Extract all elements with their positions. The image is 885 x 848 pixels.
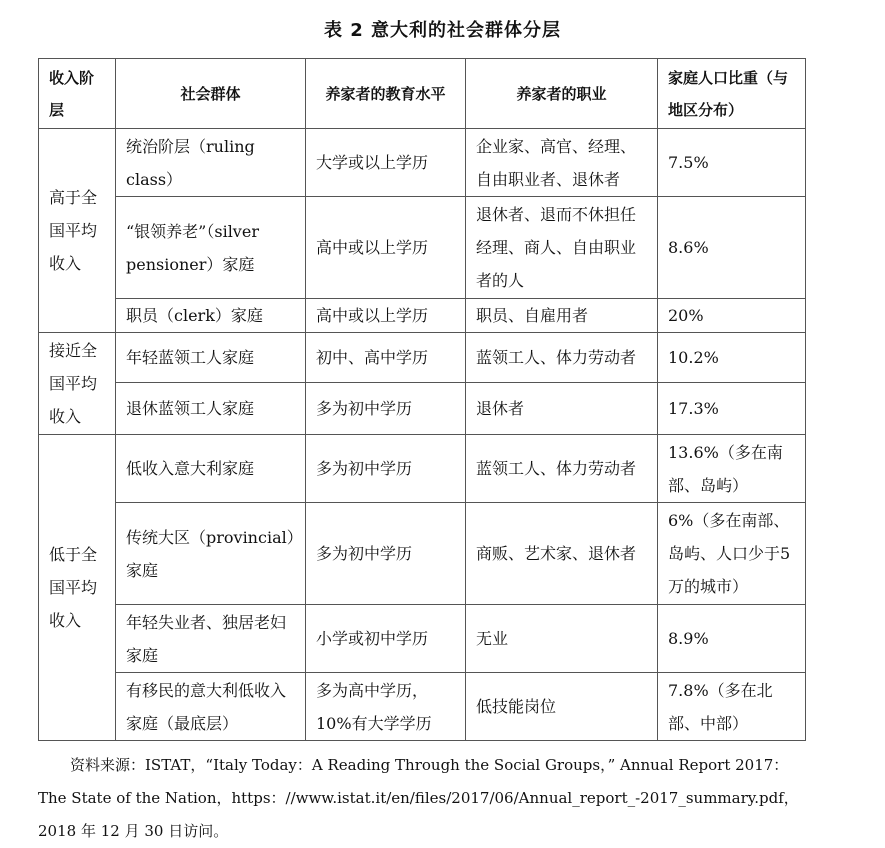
occupation-cell: 无业 xyxy=(466,605,658,673)
education-cell: 高中或以上学历 xyxy=(306,197,466,299)
group-cell: 传统大区（provincial）家庭 xyxy=(116,503,306,605)
occupation-cell: 商贩、艺术家、退休者 xyxy=(466,503,658,605)
source-note xyxy=(38,749,805,848)
table-row xyxy=(39,673,806,741)
group-cell: 职员（clerk）家庭 xyxy=(116,299,306,333)
table-row xyxy=(39,435,806,503)
education-cell: 多为高中学历，10%有大学学历 xyxy=(306,673,466,741)
table-row xyxy=(39,383,806,435)
education-cell: 多为初中学历 xyxy=(306,383,466,435)
header-income: 收入阶层 xyxy=(39,59,116,129)
occupation-cell: 职员、自雇用者 xyxy=(466,299,658,333)
header-share: 家庭人口比重（与地区分布） xyxy=(658,59,806,129)
education-cell: 大学或以上学历 xyxy=(306,129,466,197)
occupation-cell: 低技能岗位 xyxy=(466,673,658,741)
share-cell: 10.2% xyxy=(658,333,806,383)
table-row xyxy=(39,503,806,605)
table-row xyxy=(39,605,806,673)
header-occupation: 养家者的职业 xyxy=(466,59,658,129)
education-cell: 多为初中学历 xyxy=(306,503,466,605)
share-cell: 8.6% xyxy=(658,197,806,299)
education-cell: 多为初中学历 xyxy=(306,435,466,503)
occupation-cell: 退休者 xyxy=(466,383,658,435)
social-groups-table xyxy=(38,58,806,741)
source-note-text: 资料来源：ISTAT，“Italy Today：A Reading Through the Social Groups，” Annual Report 2017：The State of the Nation，https：//www.istat.it/en/files/2017/06/Annual_report_-2017_summary.pdf，2018 年 12 月 30 日访问。 xyxy=(38,756,799,840)
share-cell: 17.3% xyxy=(658,383,806,435)
table-row xyxy=(39,197,806,299)
occupation-cell: 蓝领工人、体力劳动者 xyxy=(466,435,658,503)
occupation-cell: 蓝领工人、体力劳动者 xyxy=(466,333,658,383)
group-cell: 年轻失业者、独居老妇家庭 xyxy=(116,605,306,673)
income-level-cell: 高于全国平均收入 xyxy=(39,129,116,333)
group-cell: 统治阶层（ruling class） xyxy=(116,129,306,197)
share-cell: 7.8%（多在北部、中部） xyxy=(658,673,806,741)
group-cell: 低收入意大利家庭 xyxy=(116,435,306,503)
share-cell: 13.6%（多在南部、岛屿） xyxy=(658,435,806,503)
table-row xyxy=(39,333,806,383)
share-cell: 20% xyxy=(658,299,806,333)
table-row xyxy=(39,299,806,333)
occupation-cell: 企业家、高官、经理、自由职业者、退休者 xyxy=(466,129,658,197)
education-cell: 初中、高中学历 xyxy=(306,333,466,383)
group-cell: 有移民的意大利低收入家庭（最底层） xyxy=(116,673,306,741)
income-level-cell: 低于全国平均收入 xyxy=(39,435,116,741)
table-row xyxy=(39,129,806,197)
education-cell: 高中或以上学历 xyxy=(306,299,466,333)
header-group: 社会群体 xyxy=(116,59,306,129)
header-education: 养家者的教育水平 xyxy=(306,59,466,129)
share-cell: 8.9% xyxy=(658,605,806,673)
education-cell: 小学或初中学历 xyxy=(306,605,466,673)
share-cell: 6%（多在南部、岛屿、人口少于5万的城市） xyxy=(658,503,806,605)
occupation-cell: 退休者、退而不休担任经理、商人、自由职业者的人 xyxy=(466,197,658,299)
share-cell: 7.5% xyxy=(658,129,806,197)
table-title: 表 2 意大利的社会群体分层 xyxy=(323,20,562,41)
group-cell: 年轻蓝领工人家庭 xyxy=(116,333,306,383)
header-row xyxy=(39,59,806,129)
group-cell: “银领养老”（silver pensioner）家庭 xyxy=(116,197,306,299)
group-cell: 退休蓝领工人家庭 xyxy=(116,383,306,435)
income-level-cell: 接近全国平均收入 xyxy=(39,333,116,435)
